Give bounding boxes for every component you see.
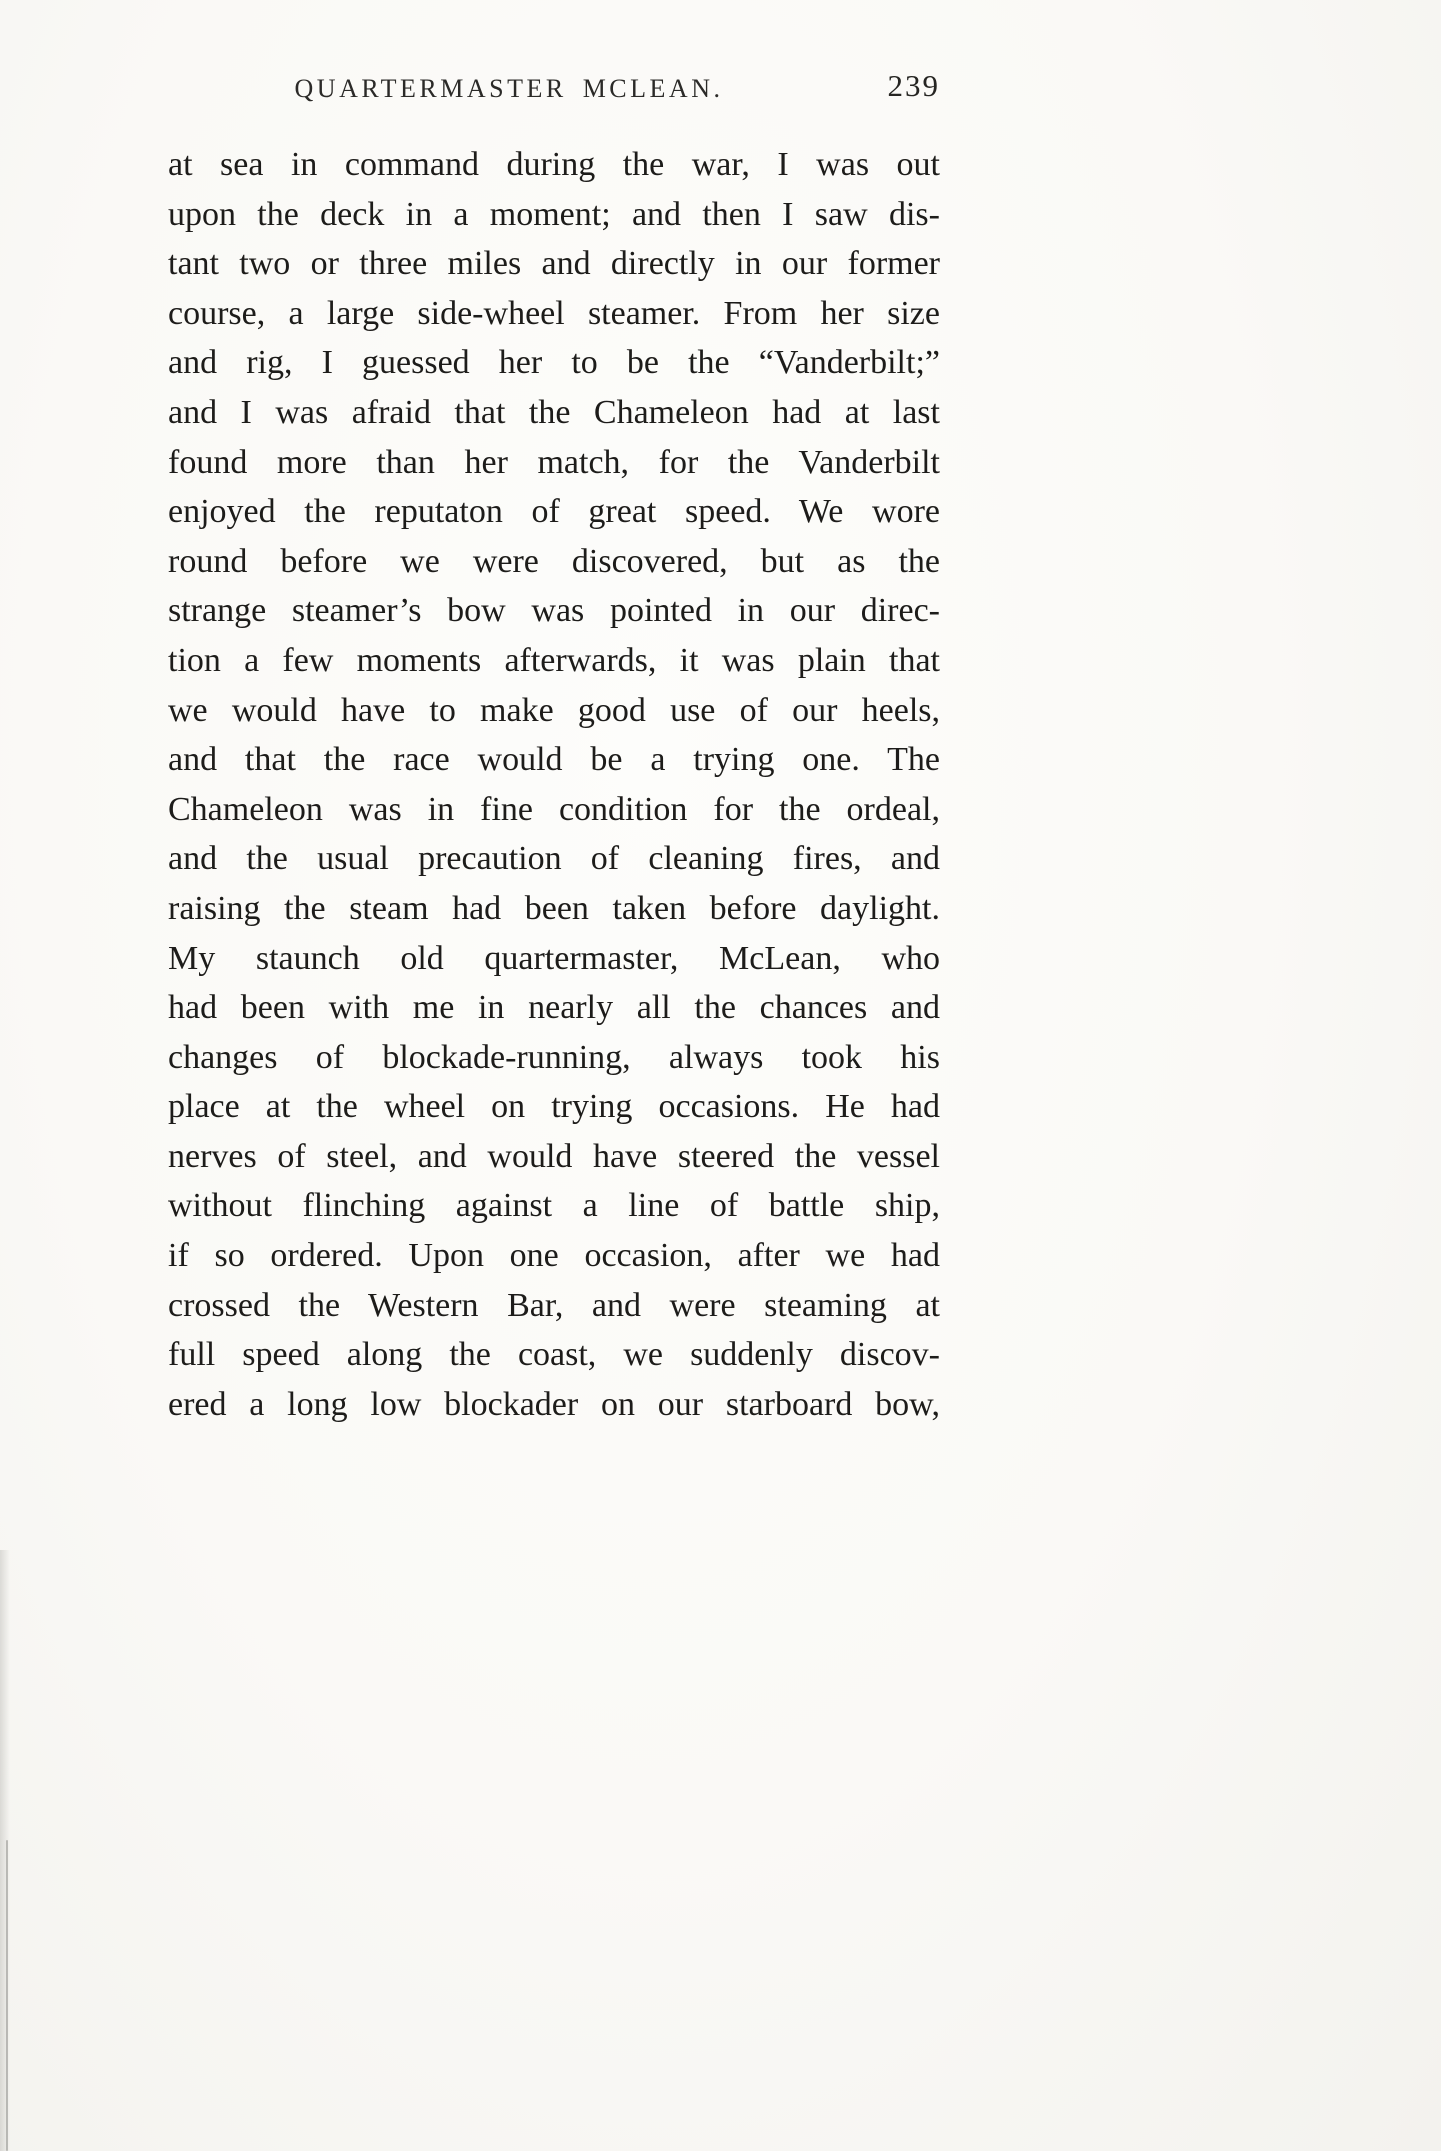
text-line: ered a long low blockader on our starboard bow,: [168, 1385, 940, 1423]
text-line: Chameleon was in fine condition for the ordeal,: [168, 790, 940, 828]
scan-edge-shadow: [0, 1550, 10, 2151]
body-text: [168, 140, 940, 1429]
text-line: changes of blockade-running, always took his: [168, 1038, 940, 1076]
text-line: we would have to make good use of our heels,: [168, 691, 940, 729]
text-line: had been with me in nearly all the chances and: [168, 989, 940, 1027]
text-line: tant two or three miles and directly in our former: [168, 245, 940, 283]
text-line: at sea in command during the war, I was out: [168, 146, 940, 183]
text-line: found more than her match, for the Vanderbilt: [168, 443, 940, 481]
text-line: and that the race would be a trying one. The: [168, 741, 940, 779]
text-line: place at the wheel on trying occasions. He had: [168, 1088, 940, 1126]
text-line: strange steamer’s bow was pointed in our direc-: [168, 592, 940, 630]
text-line: tion a few moments afterwards, it was plain that: [168, 641, 940, 679]
page-number: 239: [887, 68, 940, 103]
text-line: round before we were discovered, but as the: [168, 542, 940, 580]
text-line: upon the deck in a moment; and then I saw dis-: [168, 195, 940, 233]
text-line: raising the steam had been taken before daylight.: [168, 889, 940, 927]
text-line: nerves of steel, and would have steered the vessel: [168, 1137, 940, 1175]
text-line: and the usual precaution of cleaning fires, and: [168, 840, 940, 878]
text-line: full speed along the coast, we suddenly discov-: [168, 1336, 940, 1374]
running-header-title: QUARTERMASTER MCLEAN.: [294, 74, 724, 103]
running-header: [168, 66, 940, 112]
scan-edge-artifact: [6, 1840, 8, 2151]
text-line: if so ordered. Upon one occasion, after we had: [168, 1237, 940, 1275]
text-line: and rig, I guessed her to be the “Vanderbilt;”: [168, 344, 940, 382]
text-line: My staunch old quartermaster, McLean, who: [168, 939, 940, 977]
text-line: without flinching against a line of battle ship,: [168, 1187, 940, 1225]
text-line: enjoyed the reputaton of great speed. We wore: [168, 493, 940, 531]
text-block: [168, 66, 940, 1429]
text-line: course, a large side-wheel steamer. From her size: [168, 294, 940, 332]
text-line: and I was afraid that the Chameleon had at last: [168, 393, 940, 431]
text-line: crossed the Western Bar, and were steaming at: [168, 1286, 940, 1324]
